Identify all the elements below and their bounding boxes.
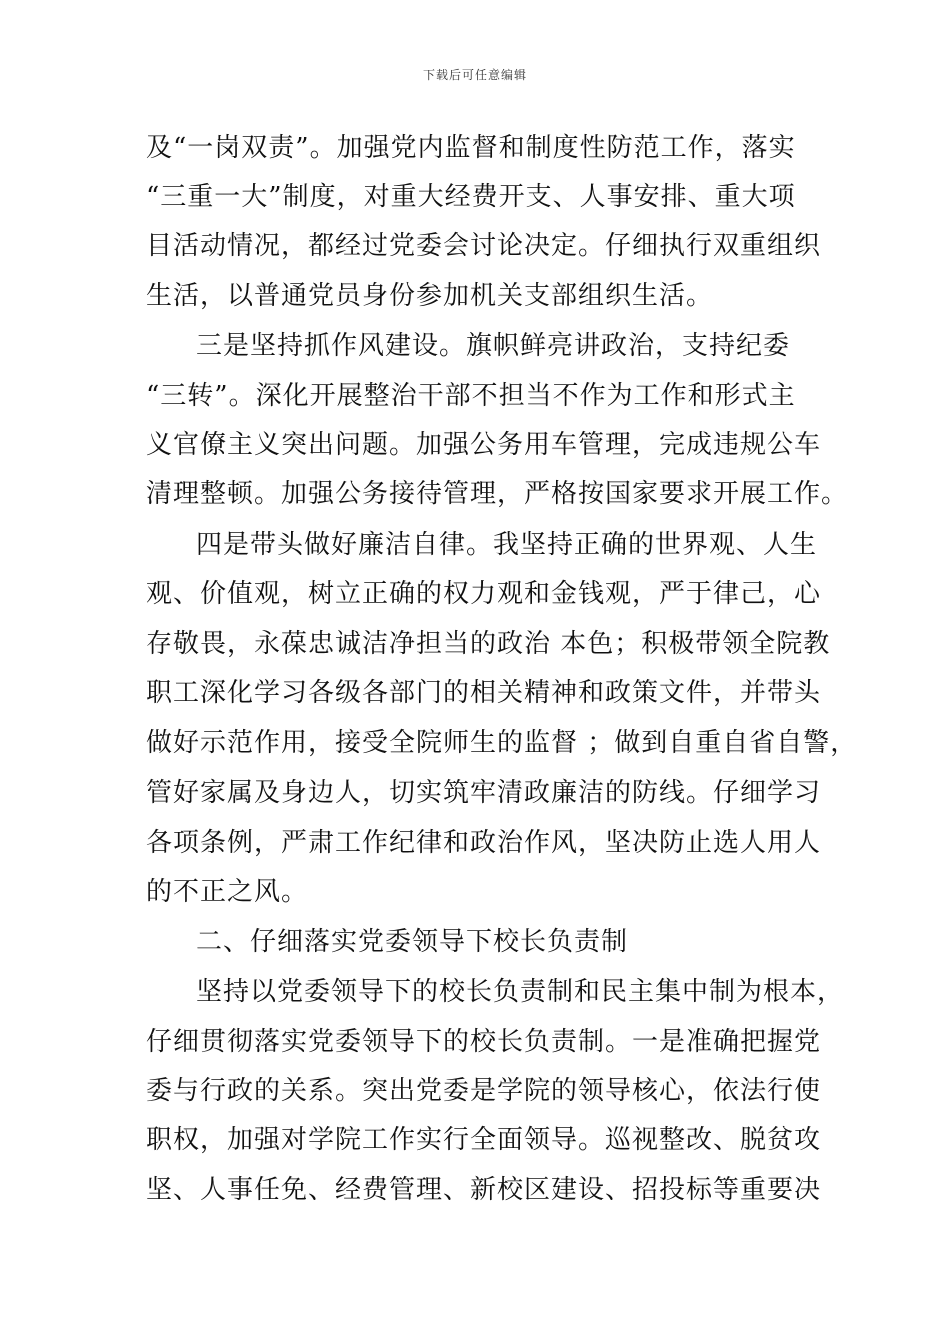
text-line: 管好家属及身边人，切实筑牢清政廉洁的防线。仔细学习 xyxy=(146,778,822,808)
text-line: 各项条例，严肃工作纪律和政治作风，坚决防止选人用人 xyxy=(146,828,822,858)
text-line: 坚、人事任免、经费管理、新校区建设、招投标等重要决 xyxy=(146,1175,822,1205)
text-line: 职权，加强对学院工作实行全面领导。巡视整改、脱贫攻 xyxy=(146,1125,822,1155)
text-line: “三转”。深化开展整治干部不担当不作为工作和形式主 xyxy=(146,381,796,411)
text-line: 及“一岗双责”。加强党内监督和制度性防范工作，落实 xyxy=(146,133,796,163)
text-line: 目活动情况，都经过党委会讨论决定。仔细执行双重组织 xyxy=(146,231,822,261)
text-line: 观、价值观，树立正确的权力观和金钱观，严于律己，心 xyxy=(146,579,822,609)
text-line: 生活，以普通党员身份参加机关支部组织生活。 xyxy=(146,281,714,311)
text-line: 职工深化学习各级各部门的相关精神和政策文件，并带头 xyxy=(146,678,822,708)
paragraph-start-line: 四是带头做好廉洁自律。我坚持正确的世界观、人生 xyxy=(196,530,818,560)
text-line: “三重一大”制度，对重大经费开支、人事安排、重大项 xyxy=(146,182,796,212)
text-line: 义官僚主义突出问题。加强公务用车管理，完成违规公车 xyxy=(146,430,822,460)
text-line: 的不正之风。 xyxy=(146,877,309,907)
section-heading: 二、仔细落实党委领导下校长负责制 xyxy=(196,927,629,957)
paragraph-start-line: 坚持以党委领导下的校长负责制和民主集中制为根本， xyxy=(196,977,845,1007)
page-header-note: 下载后可任意编辑 xyxy=(422,68,527,82)
text-line: 存敬畏，永葆忠诚洁净担当的政治 本色；积极带领全院教 xyxy=(146,629,831,659)
paragraph-start-line: 三是坚持抓作风建设。旗帜鲜亮讲政治，支持纪委 xyxy=(196,331,791,361)
text-line: 委与行政的关系。突出党委是学院的领导核心，依法行使 xyxy=(146,1076,822,1106)
text-line: 清理整顿。加强公务接待管理，严格按国家要求开展工作。 xyxy=(146,479,849,509)
text-line: 做好示范作用，接受全院师生的监督 ；做到自重自省自警， xyxy=(146,728,858,758)
text-line: 仔细贯彻落实党委领导下的校长负责制。一是准确把握党 xyxy=(146,1027,822,1057)
